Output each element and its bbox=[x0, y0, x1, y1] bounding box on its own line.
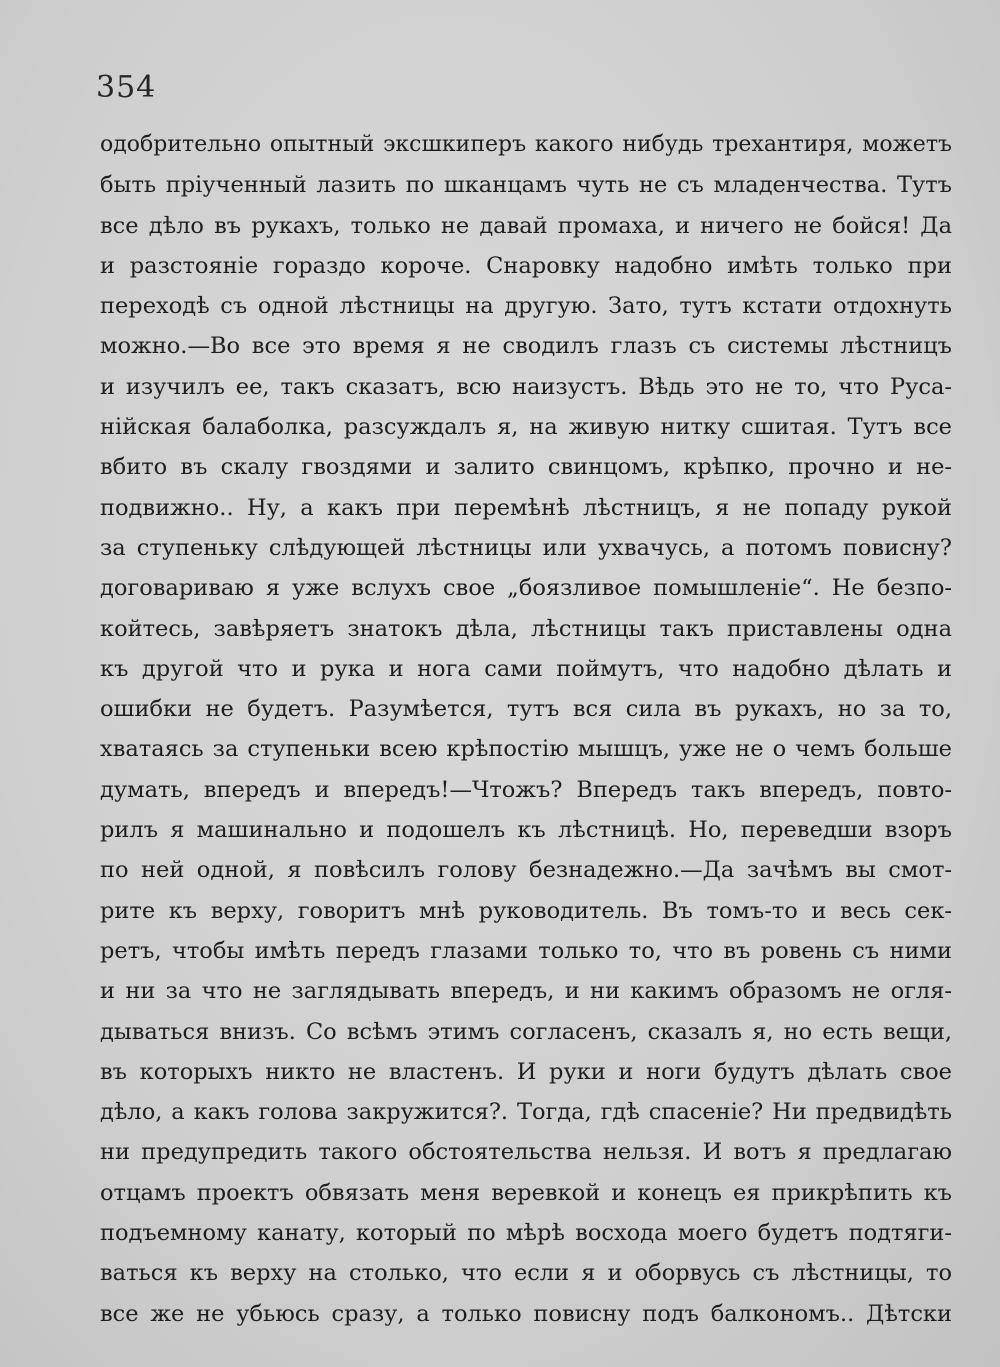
text-line: ошибки не будетъ. Разумѣется, тутъ вся сила въ рукахъ, но за то, bbox=[100, 696, 952, 723]
text-line: ни предупредить такого обстоятельства нельзя. И вотъ я предлагаю bbox=[100, 1139, 952, 1166]
text-line: въ которыхъ никто не властенъ. И руки и ноги будутъ дѣлать свое bbox=[100, 1058, 952, 1085]
text-line: за ступеньку слѣдующей лѣстницы или ухвачусь, а потомъ повисну? bbox=[100, 534, 952, 561]
text-line: все дѣло въ рукахъ, только не давай промаха, и ничего не бойся! Да bbox=[100, 212, 952, 239]
text-line: рите къ верху, говоритъ мнѣ руководитель. Въ томъ-то и весь сек- bbox=[100, 897, 952, 924]
text-line: одобрительно опытный эксшкиперъ какого нибудь трехантиря, можетъ bbox=[100, 132, 952, 157]
text-line: переходѣ съ одной лѣстницы на другую. Зато, тутъ кстати отдохнуть bbox=[100, 293, 952, 320]
text-line: подъемному канату, который по мѣрѣ восхода моего будетъ подтяги- bbox=[100, 1220, 952, 1247]
text-line: койтесь, завѣряетъ знатокъ дѣла, лѣстницы такъ приставлены одна bbox=[100, 615, 952, 642]
text-line: хватаясь за ступеньки всею крѣпостію мышцъ, уже не о чемъ больше bbox=[100, 736, 952, 763]
text-line: можно.—Во все это время я не сводилъ глазъ съ системы лѣстницъ bbox=[100, 333, 952, 360]
text-line: рилъ я машинально и подошелъ къ лѣстницѣ. Но, переведши взоръ bbox=[100, 817, 952, 844]
text-line: подвижно.. Ну, а какъ при перемѣнѣ лѣстницъ, я не попаду рукой bbox=[100, 494, 952, 521]
text-line: и ни за что не заглядывать впередъ, и ни какимъ образомъ не огля- bbox=[100, 978, 952, 1005]
text-line: дываться внизъ. Со всѣмъ этимъ согласенъ, сказалъ я, но есть вещи, bbox=[100, 1018, 952, 1045]
text-line: все же не убьюсь сразу, а только повисну подъ балкономъ.. Дѣтски bbox=[100, 1300, 952, 1327]
text-line: и разстояніе гораздо короче. Снаровку надобно имѣть только при bbox=[100, 252, 952, 279]
text-line: вбито въ скалу гвоздями и залито свинцомъ, крѣпко, прочно и не- bbox=[100, 454, 952, 481]
text-line: ретъ, чтобы имѣть передъ глазами только то, что въ ровень съ ними bbox=[100, 937, 952, 964]
text-line: отцамъ проектъ обвязать меня веревкой и конецъ ея прикрѣпить къ bbox=[100, 1179, 952, 1206]
text-line: по ней одной, я повѣсилъ голову безнадежно.—Да зачѣмъ вы смот- bbox=[100, 857, 952, 884]
text-line: къ другой что и рука и нога сами поймутъ, что надобно дѣлать и bbox=[100, 655, 952, 682]
body-text bbox=[100, 125, 952, 1334]
text-line: договариваю я уже вслухъ свое „боязливое помышленіе“. Не безпо- bbox=[100, 575, 952, 602]
text-line: и изучилъ ее, такъ сказатъ, всю наизустъ. Вѣдь это не то, что Руса- bbox=[100, 373, 952, 400]
text-line: нійская балаболка, разсуждалъ я, на живую нитку сшитая. Тутъ все bbox=[100, 414, 952, 441]
page-number: 354 bbox=[96, 70, 157, 105]
text-line: думать, впередъ и впередъ!—Чтожъ? Впередъ такъ впередъ, повто- bbox=[100, 776, 952, 803]
text-line: быть пріученный лазить по шканцамъ чуть не съ младенчества. Тутъ bbox=[100, 172, 952, 199]
text-line: ваться къ верху на столько, что если я и оборвусь съ лѣстницы, то bbox=[100, 1260, 952, 1287]
text-line: дѣло, а какъ голова закружится?. Тогда, гдѣ спасеніе? Ни предвидѣть bbox=[100, 1099, 952, 1126]
